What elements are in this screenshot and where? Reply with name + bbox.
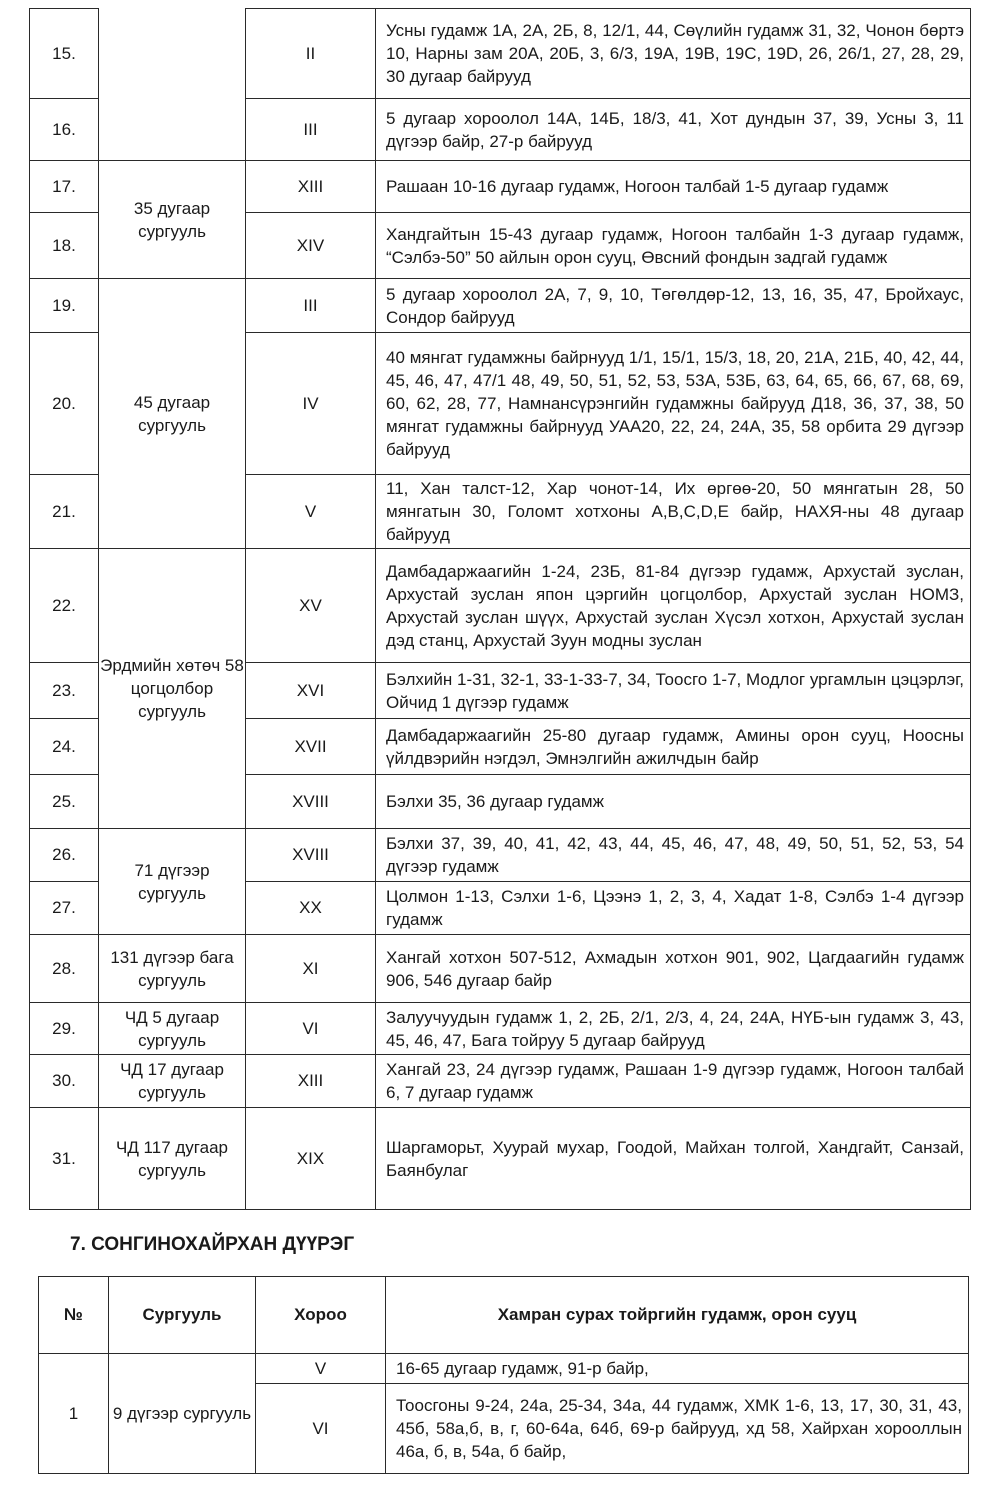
school-name: Эрдмийн хөтөч 58 цогцолбор сургууль	[99, 549, 246, 829]
khoroo-cell: XIII	[246, 1055, 376, 1108]
address-cell: 40 мянгат гудамжны байрнууд 1/1, 15/1, 15/3, 18, 20, 21А, 21Б, 40, 42, 44, 45, 46, 47, 47/1 48, 49, 50, 51, 52, 53, 53А, 53Б, 63, 64, 65, 66, 67, 68, 69, 60, 62, 28, 77, Намнансүрэнгийн гудамжны байрууд Д18, 36, 37, 38, 50 мянгат гудамжны байрнууд УАА20, 22, 24, 24А, 35, 58 орбита 29 дүгээр байрууд	[376, 333, 971, 475]
school-name: 131 дүгээр бага сургууль	[99, 935, 246, 1003]
khoroo-cell: XVII	[246, 719, 376, 775]
khoroo-cell: XVI	[246, 663, 376, 719]
row-number: 30.	[30, 1055, 99, 1108]
row-number: 20.	[30, 333, 99, 475]
header-address: Хамран сурах тойргийн гудамж, орон сууц	[386, 1277, 969, 1354]
khoroo-cell: XIII	[246, 161, 376, 213]
school-name: 9 дүгээр сургууль	[109, 1354, 256, 1474]
khoroo-cell: XI	[246, 935, 376, 1003]
row-number: 28.	[30, 935, 99, 1003]
address-cell: 5 дугаар хороолол 2А, 7, 9, 10, Төгөлдөр-12, 13, 16, 35, 47, Бройхаус, Сондор байрууд	[376, 279, 971, 333]
address-cell: Бэлхийн 1-31, 32-1, 33-1-33-7, 34, Тоосго 1-7, Модлог ургамлын цэцэрлэг, Ойчид 1 дүгээр гудамж	[376, 663, 971, 719]
table-row	[30, 161, 971, 213]
address-cell: Тоосгоны 9-24, 24а, 25-34, 34а, 44 гудамж, ХМК 1-6, 13, 17, 30, 31, 43, 45б, 58а,б, в, г, 60-64а, 64б, 69-р байрууд, хд 58, Хайрхан хорооллын 46а, б, в, 54а, б байр,	[386, 1384, 969, 1474]
address-cell: Дамбадаржаагийн 25-80 дугаар гудамж, Амины орон сууц, Ноосны үйлдвэрийн нэгдэл, Эмнэлгийн ажилчдын байр	[376, 719, 971, 775]
khoroo-cell: XIX	[246, 1108, 376, 1210]
address-cell: Шаргаморьт, Хуурай мухар, Гоодой, Майхан толгой, Хандгайт, Санзай, Баянбулаг	[376, 1108, 971, 1210]
table-row	[30, 549, 971, 663]
address-cell: Рашаан 10-16 дугаар гудамж, Ногоон талбай 1-5 дугаар гудамж	[376, 161, 971, 213]
row-number: 15.	[30, 9, 99, 99]
row-number: 17.	[30, 161, 99, 213]
row-number: 19.	[30, 279, 99, 333]
songinokhairkhan-district-table	[38, 1276, 969, 1474]
address-cell: Усны гудамж 1А, 2А, 2Б, 8, 12/1, 44, Сөүлийн гудамж 31, 32, Чонон бөртэ 10, Нарны зам 20А, 20Б, 3, 6/3, 19А, 19В, 19С, 19D, 26, 26/1, 27, 28, 29, 30 дугаар байрууд	[376, 9, 971, 99]
header-school: Сургууль	[109, 1277, 256, 1354]
table-header-row	[39, 1277, 969, 1354]
khoroo-cell: IV	[246, 333, 376, 475]
khoroo-cell: V	[246, 475, 376, 549]
khoroo-cell: XV	[246, 549, 376, 663]
table-row	[39, 1354, 969, 1384]
address-cell: Хангай хотхон 507-512, Ахмадын хотхон 901, 902, Цагдаагийн гудамж 906, 546 дугаар байр	[376, 935, 971, 1003]
row-number: 22.	[30, 549, 99, 663]
khoroo-cell: II	[246, 9, 376, 99]
school-name-cell	[99, 9, 246, 161]
school-name: 45 дугаар сургууль	[99, 279, 246, 549]
address-cell: Дамбадаржаагийн 1-24, 23Б, 81-84 дүгээр гудамж, Архустай зуслан, Архустай зуслан япон цэргийн цогцолбор, Архустай зуслан НОМЗ, Архустай зуслан шүүх, Архустай зуслан Хүсэл хотхон, Архустай зуслан дэд станц, Архустай Зуун модны зуслан	[376, 549, 971, 663]
table-row	[30, 935, 971, 1003]
table-row	[30, 1055, 971, 1108]
row-number: 21.	[30, 475, 99, 549]
address-cell: Бэлхи 37, 39, 40, 41, 42, 43, 44, 45, 46, 47, 48, 49, 50, 51, 52, 53, 54 дүгээр гудамж	[376, 829, 971, 882]
school-name: 71 дүгээр сургууль	[99, 829, 246, 935]
row-number: 1	[39, 1354, 109, 1474]
address-cell: Залуучуудын гудамж 1, 2, 2Б, 2/1, 2/3, 4, 24, 24А, НҮБ-ын гудамж 3, 43, 45, 46, 47, Бага тойруу 5 дугаар байрууд	[376, 1003, 971, 1055]
row-number: 25.	[30, 775, 99, 829]
table-row	[30, 1003, 971, 1055]
row-number: 27.	[30, 882, 99, 935]
khoroo-cell: VI	[256, 1384, 386, 1474]
address-cell: 16-65 дугаар гудамж, 91-р байр,	[386, 1354, 969, 1384]
khoroo-cell: VI	[246, 1003, 376, 1055]
row-number: 16.	[30, 99, 99, 161]
table-row	[30, 829, 971, 882]
table-row	[30, 1108, 971, 1210]
school-district-table-continued	[29, 8, 971, 1210]
row-number: 29.	[30, 1003, 99, 1055]
school-name: ЧД 117 дугаар сургууль	[99, 1108, 246, 1210]
address-cell: 11, Хан талст-12, Хар чонот-14, Их өргөө-20, 50 мянгатын 28, 50 мянгатын 30, Голомт хотхоны A,B,C,D,E байр, НАХЯ-ны 48 дугаар байрууд	[376, 475, 971, 549]
row-number: 26.	[30, 829, 99, 882]
row-number: 24.	[30, 719, 99, 775]
row-number: 23.	[30, 663, 99, 719]
address-cell: Хандгайтын 15-43 дугаар гудамж, Ногоон талбайн 1-3 дугаар гудамж, “Сэлбэ-50” 50 айлын орон сууц, Өвсний фондын задгай гудамж	[376, 213, 971, 279]
khoroo-cell: III	[246, 99, 376, 161]
address-cell: Хангай 23, 24 дүгээр гудамж, Рашаан 1-9 дүгээр гудамж, Ногоон талбай 6, 7 дугаар гудамж	[376, 1055, 971, 1108]
school-name: ЧД 17 дугаар сургууль	[99, 1055, 246, 1108]
header-khoroo: Хороо	[256, 1277, 386, 1354]
khoroo-cell: V	[256, 1354, 386, 1384]
khoroo-cell: III	[246, 279, 376, 333]
school-name: 35 дугаар сургууль	[99, 161, 246, 279]
header-number: №	[39, 1277, 109, 1354]
row-number: 31.	[30, 1108, 99, 1210]
khoroo-cell: XVIII	[246, 775, 376, 829]
address-cell: 5 дугаар хороолол 14А, 14Б, 18/3, 41, Хот дундын 37, 39, Усны 3, 11 дүгээр байр, 27-р байрууд	[376, 99, 971, 161]
address-cell: Цолмон 1-13, Сэлхи 1-6, Цээнэ 1, 2, 3, 4, Хадат 1-8, Сэлбэ 1-4 дүгээр гудамж	[376, 882, 971, 935]
khoroo-cell: XX	[246, 882, 376, 935]
khoroo-cell: XVIII	[246, 829, 376, 882]
row-number: 18.	[30, 213, 99, 279]
section-heading: 7. СОНГИНОХАЙРХАН ДҮҮРЭГ	[70, 1234, 355, 1255]
address-cell: Бэлхи 35, 36 дугаар гудамж	[376, 775, 971, 829]
table-row	[30, 9, 971, 99]
school-name: ЧД 5 дугаар сургууль	[99, 1003, 246, 1055]
table-row	[30, 279, 971, 333]
khoroo-cell: XIV	[246, 213, 376, 279]
